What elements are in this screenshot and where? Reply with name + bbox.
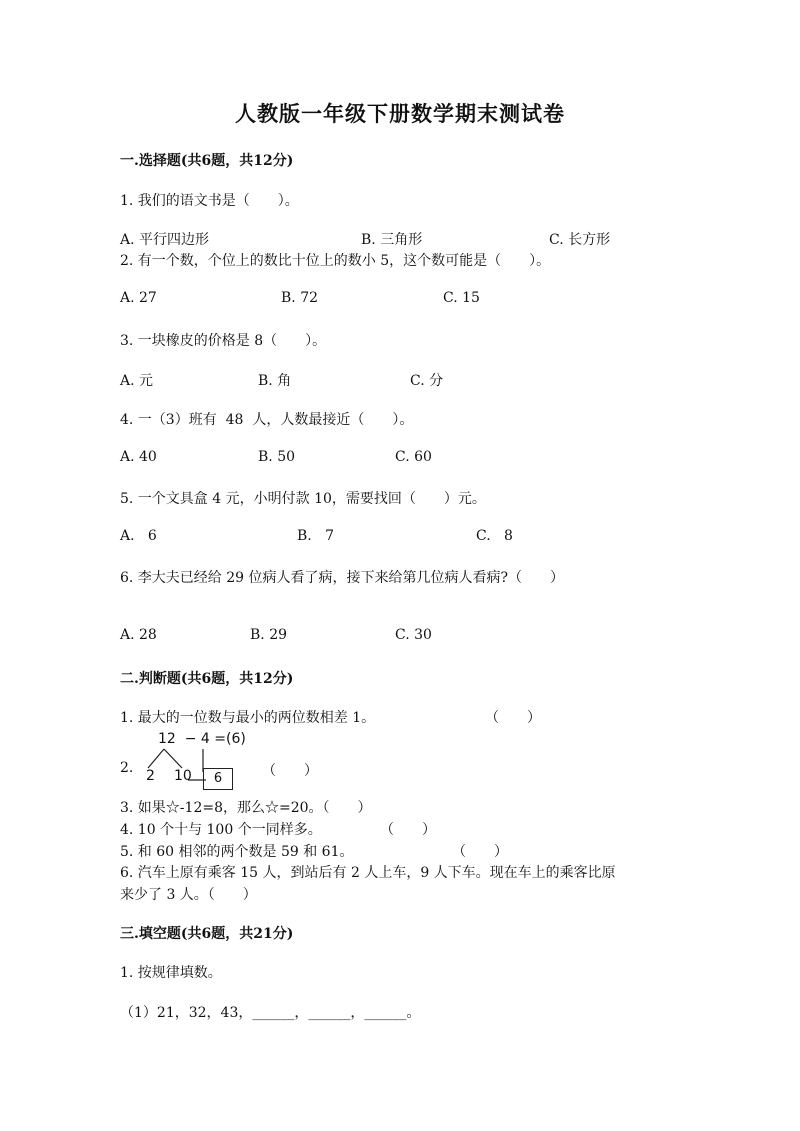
judge-2-split-right: 10: [174, 768, 192, 784]
section-heading-choice: 一.选择题(共6题，共12分): [120, 153, 294, 169]
fill-question-1: 1. 按规律填数。: [120, 965, 222, 981]
choice-1-option-b: B. 三角形: [361, 232, 423, 248]
choice-question-1: 1. 我们的语文书是（ ）。: [120, 193, 299, 209]
judge-2-answer-paren: （ ）: [262, 763, 318, 779]
judge-question-3: 3. 如果☆-12=8，那么☆=20。（ ）: [120, 800, 372, 816]
judge-question-4: 4. 10 个十与 100 个一同样多。: [120, 822, 322, 838]
choice-4-option-c: C. 60: [395, 449, 432, 465]
judge-2-expression: 12 − 4 =(6): [158, 731, 246, 747]
choice-6-option-c: C. 30: [395, 627, 432, 643]
judge-2-split-left: 2: [146, 768, 155, 784]
judge-4-answer-paren: （ ）: [380, 822, 436, 838]
choice-question-5: 5. 一个文具盒 4 元，小明付款 10，需要找回（ ）元。: [120, 491, 486, 507]
choice-6-option-b: B. 29: [250, 627, 288, 643]
choice-1-option-c: C. 长方形: [549, 232, 611, 248]
judge-1-answer-paren: （ ）: [485, 710, 541, 726]
choice-2-option-c: C. 15: [443, 290, 480, 306]
page-title: 人教版一年级下册数学期末测试卷: [235, 101, 565, 126]
section-heading-judge: 二.判断题(共6题，共12分): [120, 671, 294, 687]
choice-3-option-a: A. 元: [120, 373, 154, 389]
judge-question-6-line-1: 6. 汽车上原有乘客 15 人，到站后有 2 人上车，9 人下车。现在车上的乘客比原: [120, 865, 616, 881]
choice-2-option-a: A. 27: [120, 290, 157, 306]
choice-3-option-b: B. 角: [258, 373, 292, 389]
choice-5-option-b: B. 7: [297, 528, 334, 544]
choice-5-option-a: A. 6: [120, 528, 157, 544]
judge-question-5: 5. 和 60 相邻的两个数是 59 和 61。: [120, 844, 354, 860]
judge-question-1: 1. 最大的一位数与最小的两位数相差 1。: [120, 710, 376, 726]
choice-1-option-a: A. 平行四边形: [120, 232, 210, 248]
choice-question-2: 2. 有一个数，个位上的数比十位上的数小 5，这个数可能是（ ）。: [120, 253, 551, 269]
choice-question-4: 4. 一（3）班有 48 人，人数最接近（ ）。: [120, 412, 414, 428]
judge-question-6-line-2: 来少了 3 人。（ ）: [120, 887, 257, 903]
choice-5-option-c: C. 8: [476, 528, 513, 544]
judge-5-answer-paren: （ ）: [452, 844, 508, 860]
choice-4-option-a: A. 40: [120, 449, 157, 465]
judge-question-2-number: 2.: [120, 760, 134, 776]
choice-6-option-a: A. 28: [120, 627, 157, 643]
section-heading-fill: 三.填空题(共6题，共21分): [120, 926, 294, 942]
judge-2-answer-box: 6: [203, 768, 233, 790]
choice-question-6: 6. 李大夫已经给 29 位病人看了病，接下来给第几位病人看病?（ ）: [120, 570, 565, 586]
fill-question-1-part-1: （1）21，32，43，______，______，______。: [120, 1005, 421, 1021]
choice-2-option-b: B. 72: [281, 290, 319, 306]
choice-question-3: 3. 一块橡皮的价格是 8（ ）。: [120, 333, 327, 349]
choice-3-option-c: C. 分: [410, 373, 444, 389]
choice-4-option-b: B. 50: [258, 449, 296, 465]
